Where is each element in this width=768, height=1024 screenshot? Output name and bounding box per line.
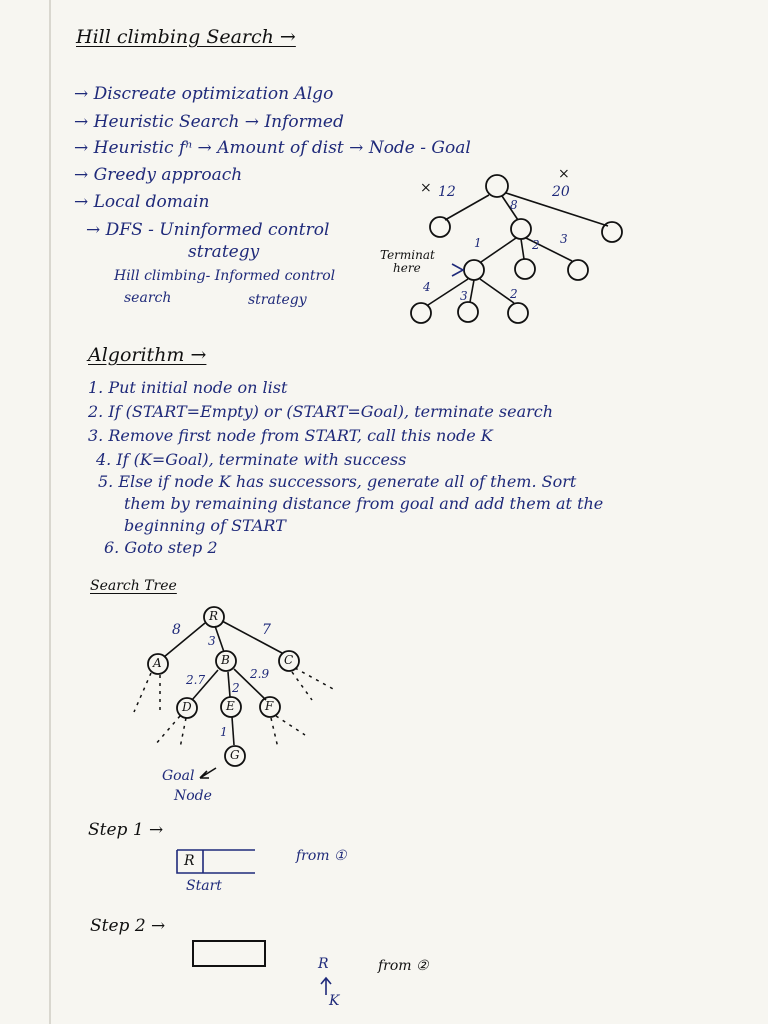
note-line-5: → Local domain (74, 192, 210, 212)
algorithm-step-5-cont-1: them by remaining distance from goal and add them at the (124, 494, 604, 513)
note-line-10: strategy (248, 292, 307, 308)
terminate-here-label: here (393, 261, 421, 275)
search-tree-weight-bf: 2.9 (250, 667, 270, 681)
search-tree-label-g: G (230, 748, 240, 762)
top-tree-node-2 (515, 259, 535, 279)
search-tree-weight-rb: 3 (208, 634, 216, 648)
step2-from-label: from ② (378, 958, 429, 974)
top-tree-weight-2a: 2 (532, 238, 540, 252)
top-tree-weight-12: 12 (438, 184, 456, 200)
search-tree-weight-bd: 2.7 (186, 673, 206, 687)
goal-label: Goal (162, 768, 195, 784)
step2-k-label: K (329, 993, 340, 1009)
note-line-6: → DFS - Uninformed control (86, 220, 330, 240)
note-line-4: → Greedy approach (74, 165, 243, 185)
note-line-2: → Heuristic Search → Informed (74, 112, 344, 132)
top-tree-node-left (430, 217, 450, 237)
algorithm-step-3: 3. Remove first node from START, call this node K (88, 426, 493, 445)
search-tree-weight-rc: 7 (262, 622, 271, 638)
terminate-arrow (452, 264, 463, 276)
top-tree-node-right (602, 222, 622, 242)
top-tree-weight-4: 4 (423, 280, 431, 294)
top-tree-leaf-1 (411, 303, 431, 323)
top-tree-leaf-2 (458, 302, 478, 322)
algorithm-step-5: 5. Else if node K has successors, generate all of them. Sort (98, 472, 577, 491)
search-tree-weight-eg: 1 (220, 725, 228, 739)
note-line-9: search (124, 290, 172, 306)
search-tree-title: Search Tree (90, 578, 177, 594)
search-tree-label-r: R (209, 609, 219, 623)
algorithm-step-1: 1. Put initial node on list (88, 378, 288, 397)
top-tree-cross-right: × (558, 166, 570, 182)
search-tree-label-c: C (284, 653, 294, 667)
algorithm-step-6: 6. Goto step 2 (104, 538, 218, 557)
top-tree-root-node (486, 175, 508, 197)
algorithm-title: Algorithm → (88, 344, 207, 366)
search-tree-weight-ra: 8 (172, 622, 181, 638)
step1-label: Step 1 → (88, 820, 164, 840)
algorithm-step-4: 4. If (K=Goal), terminate with success (96, 450, 407, 469)
goal-node-label: Node (174, 788, 212, 804)
page-title: Hill climbing Search → (76, 26, 296, 48)
top-tree-node-1 (464, 260, 484, 280)
note-line-3: → Heuristic fⁿ → Amount of dist → Node - Goal (74, 138, 471, 158)
search-tree-label-f: F (265, 699, 274, 713)
top-tree-node-mid (511, 219, 531, 239)
top-tree-weight-20: 20 (552, 184, 570, 200)
note-line-7: strategy (188, 242, 260, 262)
algorithm-step-5-cont-2: beginning of START (124, 516, 286, 535)
top-tree-weight-8: 8 (510, 198, 518, 212)
goal-arrow (200, 768, 216, 778)
terminate-label: Terminat (380, 248, 435, 262)
search-tree-label-d: D (182, 700, 192, 714)
top-tree-node-3 (568, 260, 588, 280)
top-tree-weight-1: 1 (474, 236, 482, 250)
note-line-1: → Discreate optimization Algo (74, 84, 334, 104)
top-tree-weight-3b: 3 (460, 289, 468, 303)
step2-label: Step 2 → (90, 916, 166, 936)
top-tree-weight-3: 3 (560, 232, 568, 246)
search-tree-label-b: B (221, 653, 230, 667)
step2-r-label: R (318, 956, 329, 972)
search-tree-label-e: E (226, 699, 235, 713)
step1-start-label: Start (186, 878, 222, 894)
note-line-8: Hill climbing- Informed control (114, 268, 336, 284)
top-tree-weight-2b: 2 (510, 287, 518, 301)
top-tree-cross-left: × (420, 180, 432, 196)
algorithm-step-2: 2. If (START=Empty) or (START=Goal), terminate search (88, 402, 554, 421)
step2-list-box (193, 941, 331, 995)
step1-list-item: R (184, 853, 195, 869)
search-tree-weight-be: 2 (232, 681, 240, 695)
top-tree-leaf-3 (508, 303, 528, 323)
search-tree-label-a: A (153, 656, 162, 670)
step1-from-label: from ① (296, 848, 347, 864)
